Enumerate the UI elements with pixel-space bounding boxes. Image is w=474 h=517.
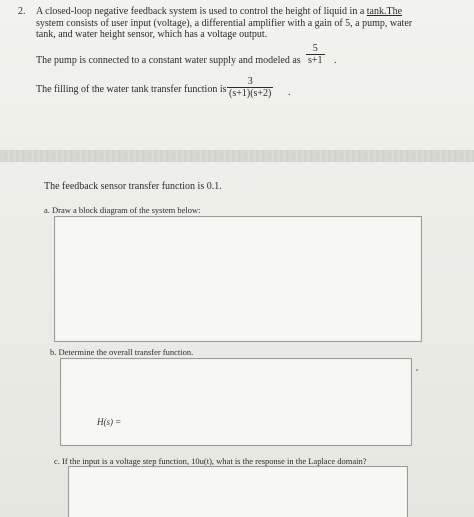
tank-denominator: (s+1)(s+2) (229, 88, 272, 99)
tank-transfer-function (227, 76, 273, 99)
part-c-answer-box[interactable] (68, 466, 408, 517)
speck (416, 369, 418, 371)
part-a-answer-box[interactable] (54, 216, 422, 342)
transfer-function-answer-label: H(s) = (97, 417, 122, 427)
tank-period: . (288, 87, 291, 98)
part-b-answer-box[interactable] (60, 358, 412, 446)
problem-line-3: tank, and water height sensor, which has a voltage output. (36, 29, 268, 40)
problem-line-1-text: A closed-loop negative feedback system is used to control the height of liquid in a (36, 6, 367, 17)
pump-transfer-function (306, 43, 325, 66)
sensor-statement: The feedback sensor transfer function is 0.1. (44, 181, 222, 192)
pump-denominator: s+1 (308, 55, 323, 66)
pump-statement: The pump is connected to a constant water supply and modeled as (36, 55, 301, 66)
problem-line-1-underlined: tank.The (366, 6, 403, 17)
pump-numerator: 5 (306, 43, 325, 55)
pump-period: . (334, 55, 337, 66)
problem-number: 2. (18, 6, 26, 17)
problem-line-2: system consists of user input (voltage), a differential amplifier with a gain of 5, a pump, water (36, 17, 413, 29)
part-c-label: c. If the input is a voltage step function, 10u(t), what is the response in the Laplace domain? (54, 456, 367, 466)
page-fold-band (0, 150, 474, 162)
part-b-label: b. Determine the overall transfer function. (50, 347, 194, 357)
part-a-label: a. Draw a block diagram of the system below: (44, 205, 201, 215)
problem-line-1 (36, 6, 402, 18)
tank-numerator: 3 (227, 76, 273, 88)
tank-statement: The filling of the water tank transfer function is (36, 84, 227, 95)
